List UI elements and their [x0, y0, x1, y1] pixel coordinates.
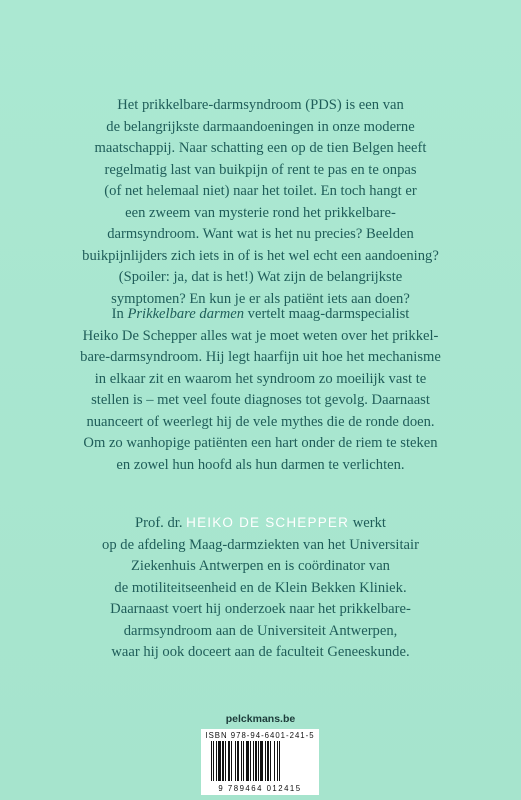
blurb-line: nuanceert of weerlegt hij de vele mythes die de ronde doen.	[86, 413, 435, 430]
barcode-bar	[255, 741, 257, 781]
blurb-line: stellen is – met veel foute diagnoses tot gevolg. Daarnaast	[91, 392, 430, 408]
book-title: Prikkelbare darmen	[127, 306, 245, 322]
blurb-line: de belangrijkste darmaandoeningen in onze moderne	[106, 118, 415, 135]
barcode-bar	[260, 741, 263, 781]
author-suffix: werkt	[349, 515, 386, 531]
barcode-bar	[270, 741, 271, 781]
blurb-line: (of net helemaal niet) naar het toilet. En toch hangt er	[104, 183, 417, 199]
barcode-bar	[216, 741, 217, 781]
author-name: HEIKO DE SCHEPPER	[186, 515, 350, 530]
barcode	[201, 729, 319, 795]
barcode-bar	[211, 741, 212, 781]
barcode-bar	[246, 741, 249, 781]
barcode-bar	[243, 741, 244, 781]
blurb-line: maatschappij. Naar schatting een op de tien Belgen heeft	[94, 140, 427, 156]
barcode-bar	[237, 741, 239, 781]
blurb-suffix: vertelt maag-darmspecialist	[244, 306, 410, 322]
blurb-paragraph-1	[0, 95, 521, 310]
barcode-bar	[277, 741, 278, 781]
blurb-line: bare-darmsyndroom. Hij legt haarfijn uit hoe het mechanisme	[80, 349, 441, 365]
blurb-line: symptomen? En kun je er als patiënt iets aan doen?	[111, 290, 410, 307]
blurb-line: darmsyndroom. Want wat is het nu precies? Beelden	[107, 226, 414, 242]
blurb-line: Heiko De Schepper alles wat je moet weten over het prikkel-	[82, 327, 439, 344]
barcode-bar	[265, 741, 266, 781]
blurb-line: Om zo wanhopige patiënten een hart onder de riem te steken	[83, 435, 438, 451]
barcode-bar	[258, 741, 259, 781]
blurb-line: in elkaar zit en waarom het syndroom zo moeilijk vast te	[94, 370, 427, 387]
author-line: waar hij ook doceert aan de faculteit Geneeskunde.	[111, 644, 410, 660]
publisher-url: pelckmans.be	[225, 713, 296, 725]
author-prefix: Prof. dr.	[135, 515, 187, 531]
author-line: de motiliteitseenheid en de Klein Bekken Kliniek.	[114, 579, 407, 596]
blurb-line: een zweem van mysterie rond het prikkelbare-	[125, 204, 396, 221]
barcode-bar	[274, 741, 275, 781]
blurb-line: Het prikkelbare-darmsyndroom (PDS) is een van	[117, 97, 404, 113]
barcode-bar	[279, 741, 280, 781]
barcode-bar	[222, 741, 224, 781]
barcode-bar	[253, 741, 254, 781]
barcode-bars	[209, 741, 313, 781]
barcode-bar	[218, 741, 221, 781]
author-line: op de afdeling Maag-darmziekten van het Universitair	[102, 536, 419, 553]
blurb-line: regelmatig last van buikpijn of rent te pas en te onpas	[104, 161, 417, 178]
author-line	[0, 512, 521, 535]
author-bio	[0, 512, 521, 664]
blurb-line: en zowel hun hoofd als hun darmen te verlichten.	[116, 456, 405, 473]
blurb-paragraph-2	[0, 304, 521, 476]
barcode-bar	[241, 741, 242, 781]
author-line: Ziekenhuis Antwerpen en is coördinator van	[131, 558, 390, 574]
barcode-bar	[213, 741, 214, 781]
blurb-line: buikpijnlijders zich iets in of is het wel echt een aandoening?	[82, 247, 439, 264]
blurb-prefix: In	[111, 306, 128, 322]
barcode-bar	[231, 741, 232, 781]
isbn-label: ISBN 978-94-6401-241-5	[205, 731, 315, 740]
barcode-bar	[225, 741, 226, 781]
barcode-bar	[267, 741, 269, 781]
author-line: darmsyndroom aan de Universiteit Antwerpen,	[123, 622, 398, 639]
barcode-bar	[250, 741, 251, 781]
barcode-bar	[228, 741, 230, 781]
barcode-digits: 9 789464 012415	[218, 784, 302, 793]
blurb-line: (Spoiler: ja, dat is het!) Wat zijn de belangrijkste	[118, 269, 403, 285]
author-line: Daarnaast voert hij onderzoek naar het prikkelbare-	[110, 601, 411, 617]
barcode-bar	[235, 741, 236, 781]
blurb-line	[0, 304, 521, 326]
